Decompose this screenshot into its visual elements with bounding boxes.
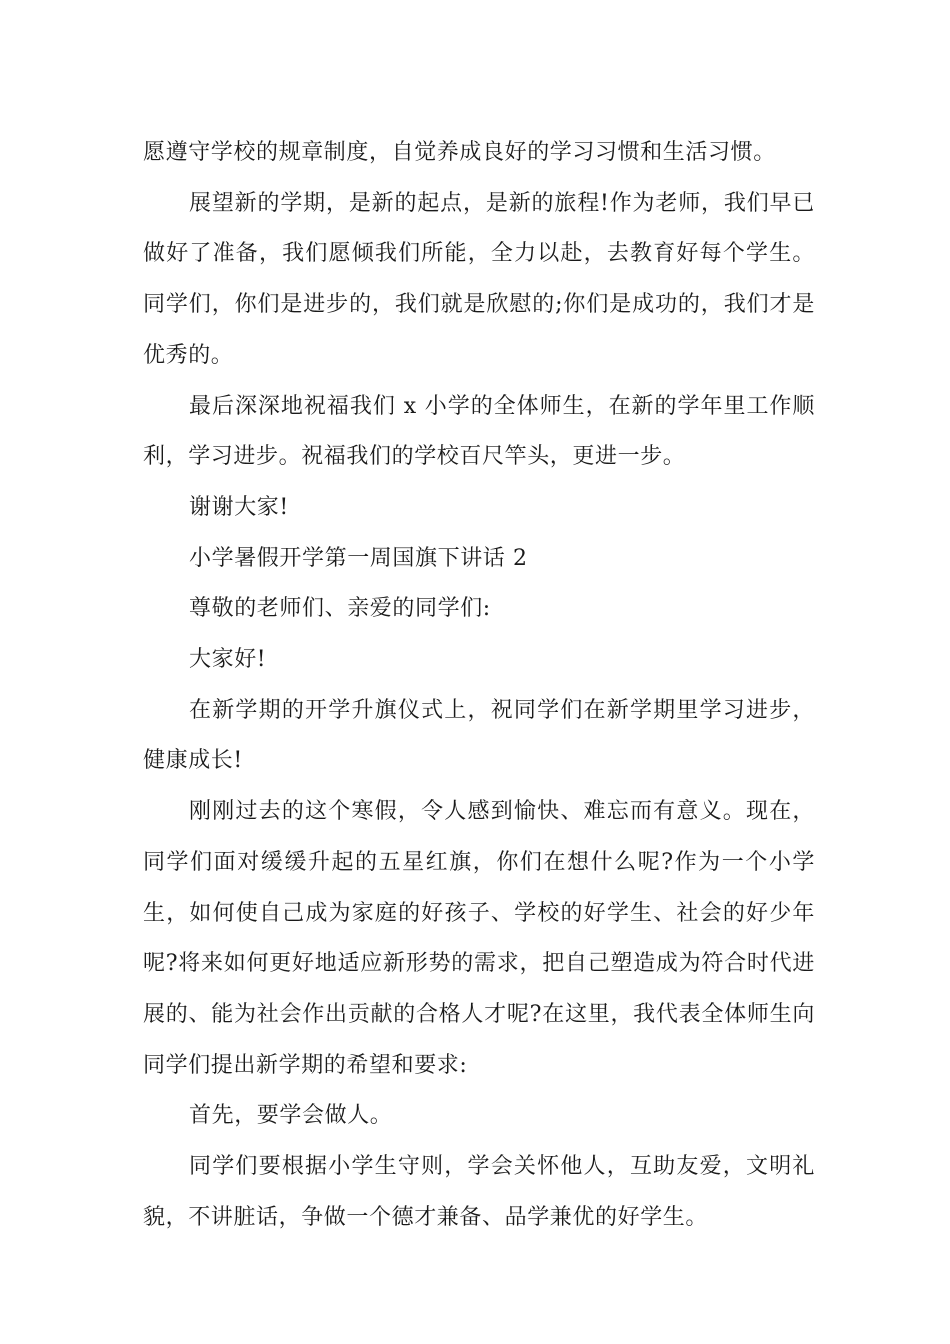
paragraph-first-point: 首先，要学会做人。 xyxy=(189,1103,393,1129)
paragraph-winter-break: 刚刚过去的这个寒假，令人感到愉快、难忘而有意义。现在，同学们面对缓缓升起的五星红旗，你们在想什么呢?作为一个小学生，如何使自己成为家庭的好孩子、学校的好学生、社会的好少年呢?将来如何更好地适应新形势的需求，把自己塑造成为符合时代进展的、能为社会作出贡献的合格人才呢?在这里，我代表全体师生向同学们提出新学期的希望和要求: xyxy=(143,799,815,1078)
greeting: 大家好! xyxy=(189,647,267,673)
paragraph-opening: 在新学期的开学升旗仪式上，祝同学们在新学期里学习进步，健康成长! xyxy=(143,697,815,774)
paragraph-thanks: 谢谢大家! xyxy=(189,494,289,520)
paragraph-new-semester: 展望新的学期，是新的起点，是新的旅程!作为老师，我们早已做好了准备，我们愿倾我们所能，全力以赴，去教育好每个学生。同学们，你们是进步的，我们就是欣慰的;你们是成功的，我们才是优秀的。 xyxy=(143,190,815,368)
paragraph-blessing: 最后深深地祝福我们 x 小学的全体师生，在新的学年里工作顺利，学习进步。祝福我们的学校百尺竿头，更进一步。 xyxy=(143,393,815,470)
section-title: 小学暑假开学第一周国旗下讲话 2 xyxy=(189,545,528,571)
paragraph-continuation: 愿遵守学校的规章制度，自觉养成良好的学习习惯和生活习惯。 xyxy=(143,140,776,165)
document-body xyxy=(143,128,815,1243)
paragraph-code-of-conduct: 同学们要根据小学生守则，学会关怀他人，互助友爱，文明礼貌，不讲脏话，争做一个德才兼备、品学兼优的好学生。 xyxy=(143,1154,815,1230)
salutation: 尊敬的老师们、亲爱的同学们: xyxy=(189,596,491,622)
